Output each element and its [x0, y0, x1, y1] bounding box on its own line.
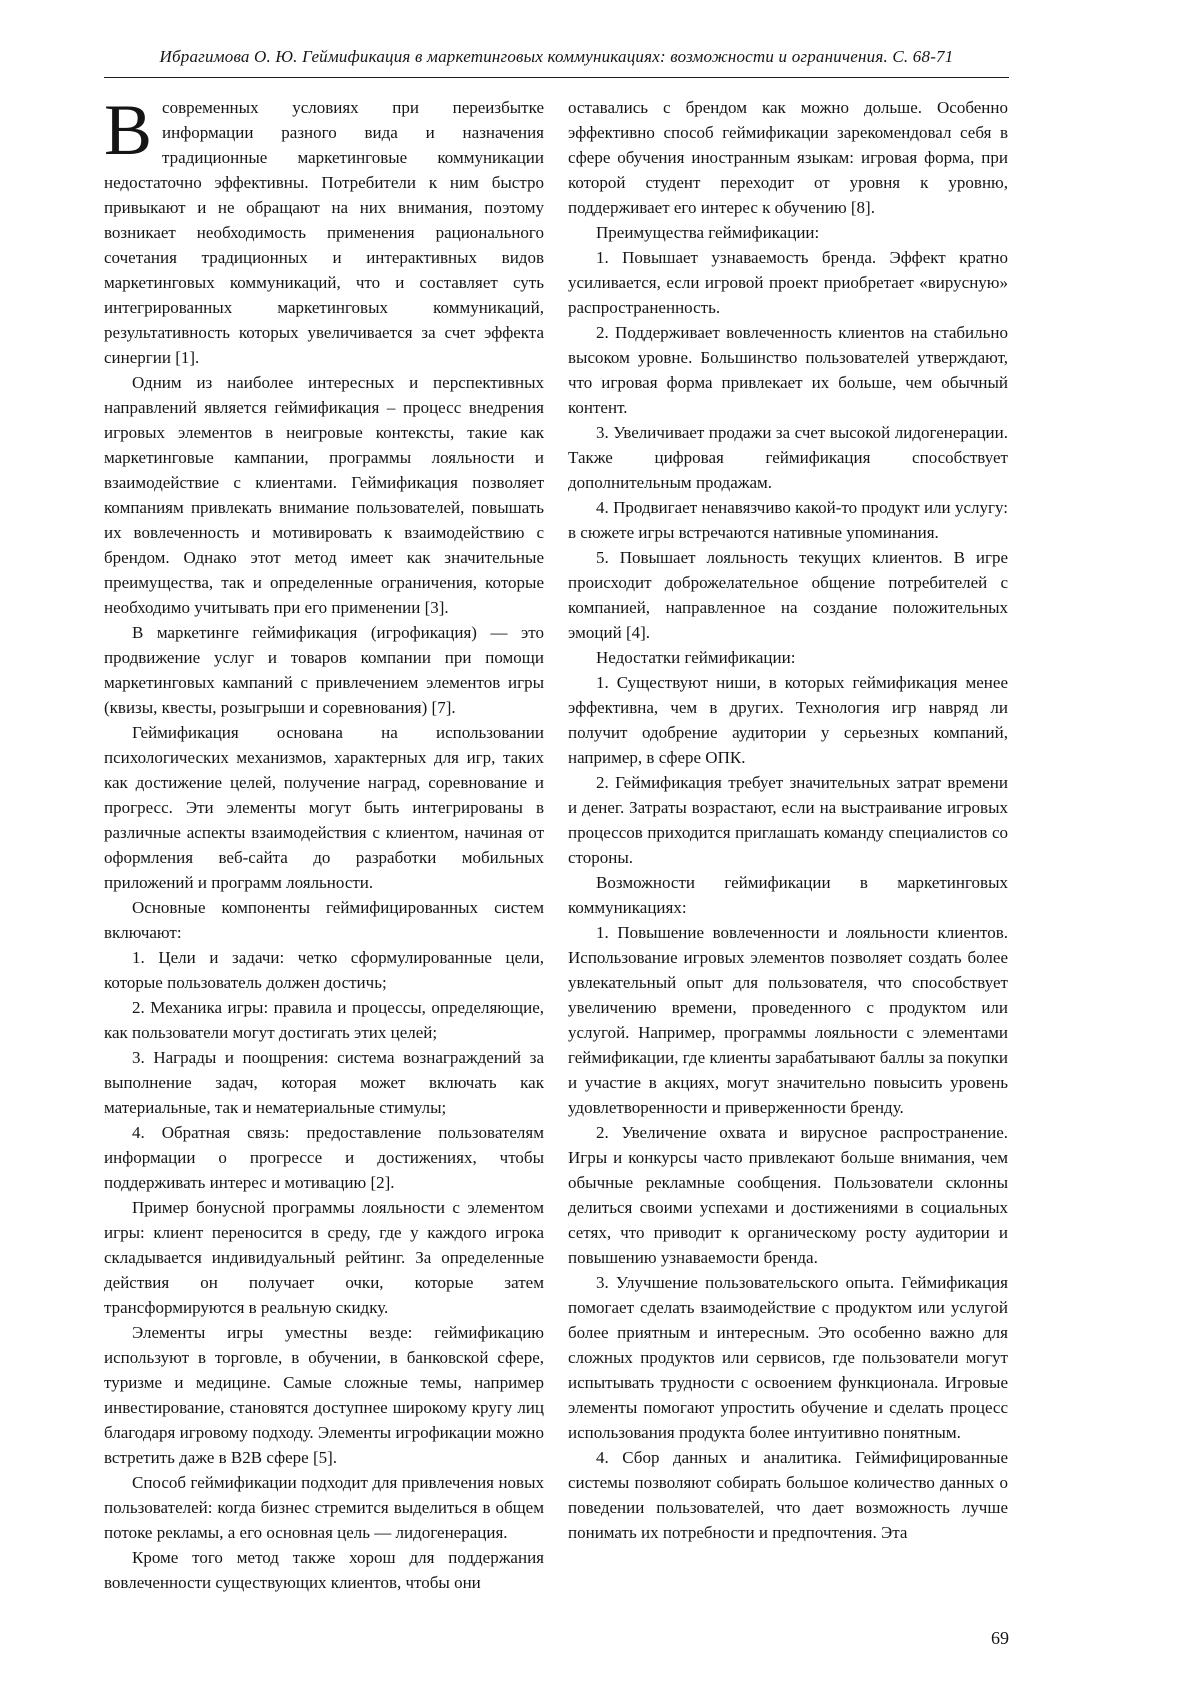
list-item: 4. Обратная связь: предоставление пользователям информации о прогрессе и достижениях, чтобы поддерживать интерес и мотивацию [2].	[104, 1123, 544, 1192]
paragraph: Основные компоненты геймифицированных систем включают:	[104, 898, 544, 942]
paragraph: Одним из наиболее интересных и перспективных направлений является геймификация – процесс внедрения игровых элементов в неигровые контексты, такие как маркетинговые кампании, программы лояльности и взаимодействие с клиентами. Геймификация позволяет компаниям привлекать внимание пользователей, повышать их вовлеченность и мотивировать к взаимодействию с брендом. Однако этот метод имеет как значительные преимущества, так и определенные ограничения, которые необходимо учитывать при его применении [3].	[104, 373, 544, 617]
list-item: 4. Продвигает ненавязчиво какой-то продукт или услугу: в сюжете игры встречаются нативные упоминания.	[568, 498, 1008, 542]
running-head: Ибрагимова О. Ю. Геймификация в маркетинговых коммуникациях: возможности и ограничения. С. 68-71	[159, 47, 954, 66]
left-column	[104, 90, 544, 1595]
paragraph: Преимущества геймификации:	[596, 223, 820, 242]
paragraph: Возможности геймификации в маркетинговых коммуникациях:	[568, 873, 1008, 917]
list-item: 2. Геймификация требует значительных затрат времени и денег. Затраты возрастают, если на выстраивание игровых процессов приходится приглашать команду специалистов со стороны.	[568, 773, 1008, 867]
paragraph: оставались с брендом как можно дольше. Особенно эффективно способ геймификации зарекомендовал себя в сфере обучения иностранным языкам: игровая форма, при которой студент переходит от уровня к уровню, поддерживает его интерес к обучению [8].	[568, 98, 1008, 217]
list-item: 1. Цели и задачи: четко сформулированные цели, которые пользователь должен достичь;	[104, 948, 544, 992]
list-item: 1. Повышение вовлеченности и лояльности клиентов. Использование игровых элементов позволяет создать более увлекательный опыт для пользователя, что способствует увеличению времени, проведенного с продуктом или услугой. Например, программы лояльности с элементами геймификации, где клиенты зарабатывают баллы за покупки и участие в акциях, могут значительно повысить уровень удовлетворенности и приверженности бренду.	[568, 923, 1008, 1117]
paragraph: Геймификация основана на использовании психологических механизмов, характерных для игр, таких как достижение целей, получение наград, соревнование и прогресс. Эти элементы могут быть интегрированы в различные аспекты взаимодействия с клиентом, начиная от оформления веб-сайта до разработки мобильных приложений и программ лояльности.	[104, 723, 544, 892]
list-item: 4. Сбор данных и аналитика. Геймифицированные системы позволяют собирать большое количество данных о поведении пользователей, что дает возможность лучше понимать их потребности и предпочтения. Эта	[568, 1448, 1008, 1542]
paragraph: Способ геймификации подходит для привлечения новых пользователей: когда бизнес стремится выделиться в общем потоке рекламы, а его основная цель — лидогенерация.	[104, 1473, 544, 1542]
paragraph: Пример бонусной программы лояльности с элементом игры: клиент переносится в среду, где у каждого игрока складывается индивидуальный рейтинг. За определенные действия он получает очки, которые затем трансформируются в реальную скидку.	[104, 1198, 544, 1317]
paragraph: Элементы игры уместны везде: геймификацию используют в торговле, в обучении, в банковской сфере, туризме и медицине. Самые сложные темы, например инвестирование, становятся доступнее широкому кругу лиц благодаря игровому подходу. Элементы игрофикации можно встретить даже в B2B сфере [5].	[104, 1323, 544, 1467]
list-item: 3. Награды и поощрения: система вознаграждений за выполнение задач, которая может включать как материальные, так и нематериальные стимулы;	[104, 1048, 544, 1117]
list-item: 2. Увеличение охвата и вирусное распространение. Игры и конкурсы часто привлекают больше внимания, чем обычные рекламные сообщения. Пользователи склонны делиться своими успехами и достижениями в социальных сетях, что приводит к органическому росту аудитории и повышению узнаваемости бренда.	[568, 1123, 1008, 1267]
list-item: 3. Улучшение пользовательского опыта. Геймификация помогает сделать взаимодействие с продуктом или услугой более приятным и интересным. Это особенно важно для сложных продуктов или сервисов, где пользователи могут испытывать трудности с освоением функционала. Игровые элементы помогают упростить обучение и сделать процесс использования продукта более интуитивно понятным.	[568, 1273, 1008, 1442]
paragraph: В маркетинге геймификация (игрофикация) — это продвижение услуг и товаров компании при помощи маркетинговых кампаний с привлечением элементов игры (квизы, квесты, розыгрыши и соревнования) [7].	[104, 623, 544, 717]
list-item: 5. Повышает лояльность текущих клиентов. В игре происходит доброжелательное общение потребителей с компанией, направленное на создание положительных эмоций [4].	[568, 548, 1008, 642]
paragraph	[104, 90, 544, 370]
list-item: 2. Механика игры: правила и процессы, определяющие, как пользователи могут достигать этих целей;	[104, 998, 544, 1042]
drop-cap: В	[104, 90, 153, 170]
paragraph: Недостатки геймификации:	[596, 648, 796, 667]
list-item: 1. Существуют ниши, в которых геймификация менее эффективна, чем в других. Технология игр навряд ли получит одобрение аудитории у серьезных компаний, например, в сфере ОПК.	[568, 673, 1008, 767]
right-column	[568, 95, 1008, 1595]
text-columns	[104, 90, 1009, 1595]
header-rule	[104, 77, 1009, 78]
list-item: 1. Повышает узнаваемость бренда. Эффект кратно усиливается, если игровой проект приобретает «вирусную» распространенность.	[568, 248, 1008, 317]
page-number: 69	[991, 1628, 1009, 1648]
list-item: 2. Поддерживает вовлеченность клиентов на стабильно высоком уровне. Большинство пользователей утверждают, что игровая форма привлекает их больше, чем обычный контент.	[568, 323, 1008, 417]
paragraph-text: современных условиях при переизбытке информации разного вида и назначения традиционные маркетинговые коммуникации недостаточно эффективны. Потребители к ним быстро привыкают и не обращают на них внимания, поэтому возникает необходимость применения рационального сочетания традиционных и интерактивных видов маркетинговых коммуникаций, что и составляет суть интегрированных маркетинговых коммуникаций, результативность которых увеличивается за счет эффекта синергии [1].	[104, 98, 544, 367]
list-item: 3. Увеличивает продажи за счет высокой лидогенерации. Также цифровая геймификация способствует дополнительным продажам.	[568, 423, 1008, 492]
paragraph: Кроме того метод также хорош для поддержания вовлеченности существующих клиентов, чтобы они	[104, 1548, 544, 1592]
